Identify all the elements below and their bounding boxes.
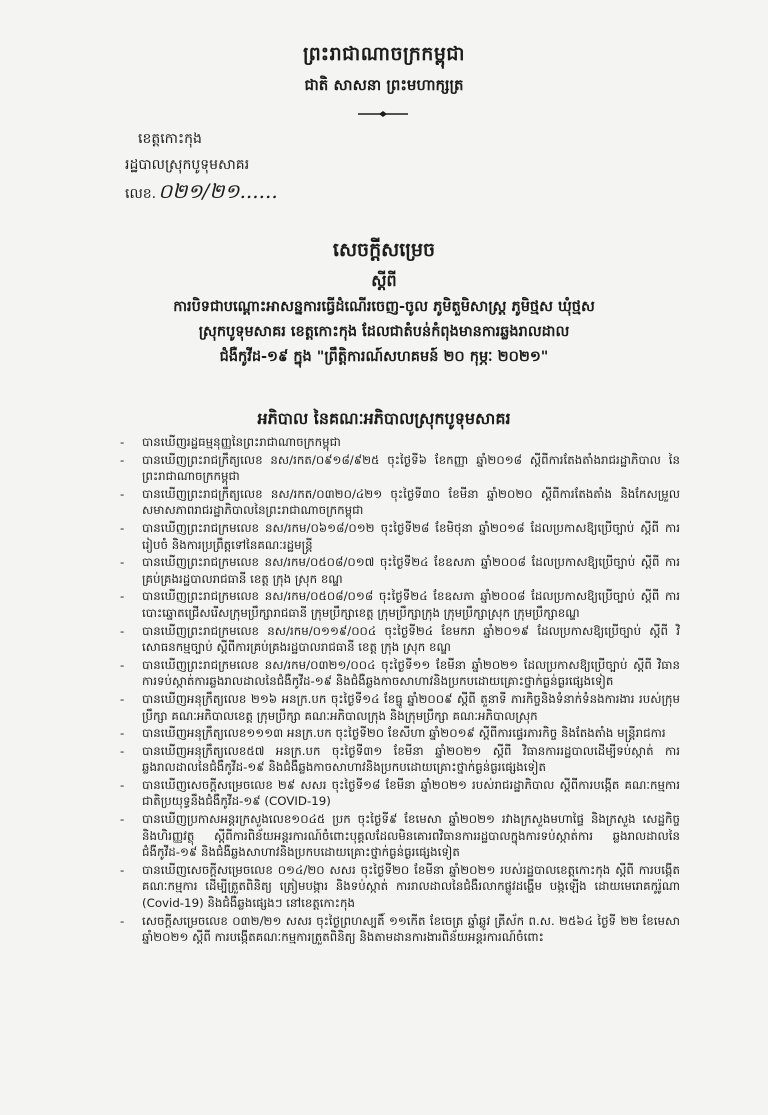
list-item-text: បានឃើញសេចក្តីសម្រេចលេខ ២៩ សសរ ចុះថ្ងៃទី១៨ ខែមីនា ឆ្នាំ២០២១ របស់រាជរដ្ឋាភិបាល ស្តីពីការបង្កើត គណៈកម្មការជាតិប្រយុទ្ធនឹងជំងឺកូវីដ-១៩ (COVID-19) [142, 777, 680, 809]
decision-title-block [0, 238, 768, 373]
subject-line-2: ស្រុកបូទុមសាគរ ខេត្តកោះកុង ដែលជាតំបន់កំពុងមានការឆ្លងរាលដាល [198, 324, 570, 340]
divider-ornament [358, 110, 408, 118]
list-item: - បានឃើញអនុក្រឹត្យលេខ៥៧ អនក្រ.បក ចុះថ្ងៃទី៣១ ខែមីនា ឆ្នាំ២០២១ ស្តីពី វិធានការរដ្ឋបាលដើម្បីទប់ស្កាត់ ការឆ្លងរាលដាលនៃជំងឺកូវីដ-១៩ និងជំងឺឆ្លងកាចសាហាវនិងប្រកបដោយគ្រោះថ្នាក់ធ្ងន់ធ្ងរផ្សេងទៀត [120, 743, 680, 775]
list-item: - បានឃើញព្រះរាជក្រមលេខ នស/រកម/០៦១៨/០១២ ចុះថ្ងៃទី២៨ ខែមិថុនា ឆ្នាំ២០១៨ ដែលប្រកាសឱ្យប្រើច្បាប់ ស្តីពី ការរៀបចំ និងការប្រព្រឹត្តទៅនៃគណៈរដ្ឋមន្ត្រី [120, 520, 680, 552]
list-item-text: បានឃើញព្រះរាជក្រឹត្យលេខ នស/រកត/០៩១៨/៩២៥ ចុះថ្ងៃទី៦ ខែកញ្ញា ឆ្នាំ២០១៨ ស្តីពីការតែងតាំងរាជរដ្ឋាភិបាល នៃព្រះរាជាណាចក្រកម្ពុជា [142, 452, 680, 484]
list-item-text: បានឃើញព្រះរាជក្រមលេខ នស/រកម/០៣២១/០០៤ ចុះថ្ងៃទី១១ ខែមីនា ឆ្នាំ២០២១ ដែលប្រកាសឱ្យប្រើច្បាប់ ស្តីពី វិធានការទប់ស្កាត់ការឆ្លងរាលដាលនៃជំងឺកូវីដ-១៩ និងជំងឺឆ្លងកាចសាហាវនិងប្រកបដោយគ្រោះថ្នាក់ធ្ងន់ធ្ងរផ្សេងទៀត [142, 657, 680, 689]
administration-name: រដ្ឋបាលស្រុកបូទុមសាគរ [125, 157, 250, 173]
issuing-authority: អភិបាល នៃគណៈអភិបាលស្រុកបូទុមសាគរ [257, 409, 511, 428]
list-item-text: បានឃើញព្រះរាជក្រឹត្យលេខ នស/រកត/០៣២០/៤២១ ចុះថ្ងៃទី៣០ ខែមីនា ឆ្នាំ២០២០ ស្តីពីការតែងតាំង និងកែសម្រួល សមាសភាពរាជរដ្ឋាភិបាលនៃព្រះរាជាណាចក្រកម្ពុជា [142, 486, 680, 518]
reference-prefix: លេខ. [125, 186, 157, 202]
list-item: - បានឃើញសេចក្តីសម្រេចលេខ ២៩ សសរ ចុះថ្ងៃទី១៨ ខែមីនា ឆ្នាំ២០២១ របស់រាជរដ្ឋាភិបាល ស្តីពីការបង្កើត គណៈកម្មការជាតិប្រយុទ្ធនឹងជំងឺកូវីដ-១៩ (COVID-19) [120, 777, 680, 809]
list-item-text: បានឃើញព្រះរាជក្រមលេខ នស/រកម/០១១៩/០០៤ ចុះថ្ងៃទី២៤ ខែមករា ឆ្នាំ២០១៩ ដែលប្រកាសឱ្យប្រើច្បាប់ ស្តីពី វិសោធនកម្មច្បាប់ ស្តីពីការគ្រប់គ្រងរដ្ឋបាលរាជធានី ខេត្ត ក្រុង ស្រុក ខណ្ឌ [142, 623, 680, 655]
list-item: - បានឃើញព្រះរាជក្រមលេខ នស/រកម/០៥០៨/០១៨ ចុះថ្ងៃទី២៤ ខែឧសភា ឆ្នាំ២០០៨ ដែលប្រកាសឱ្យប្រើច្បាប់ ស្តីពី ការបោះឆ្នោតជ្រើសរើសក្រុមប្រឹក្សារាជធានី ក្រុមប្រឹក្សាខេត្ត ក្រុមប្រឹក្សាក្រុង ក្រុមប្រឹក្សាស្រុក ក្រុមប្រឹក្សាខណ្ឌ [120, 589, 680, 620]
list-item: - បានឃើញព្រះរាជក្រមលេខ នស/រកម/០៣២១/០០៤ ចុះថ្ងៃទី១១ ខែមីនា ឆ្នាំ២០២១ ដែលប្រកាសឱ្យប្រើច្បាប់ ស្តីពី វិធានការទប់ស្កាត់ការឆ្លងរាលដាលនៃជំងឺកូវីដ-១៩ និងជំងឺឆ្លងកាចសាហាវនិងប្រកបដោយគ្រោះថ្នាក់ធ្ងន់ធ្ងរផ្សេងទៀត [120, 657, 680, 689]
list-item-text: បានឃើញអនុក្រឹត្យលេខ៥៧ អនក្រ.បក ចុះថ្ងៃទី៣១ ខែមីនា ឆ្នាំ២០២១ ស្តីពី វិធានការរដ្ឋបាលដើម្បីទប់ស្កាត់ ការឆ្លងរាលដាលនៃជំងឺកូវីដ-១៩ និងជំងឺឆ្លងកាចសាហាវនិងប្រកបដោយគ្រោះថ្នាក់ធ្ងន់ធ្ងរផ្សេងទៀត [142, 743, 680, 775]
list-item-text: បានឃើញអនុក្រឹត្យលេខ១១១៣ អនក្រ.បក ចុះថ្ងៃទី២០ ខែសីហា ឆ្នាំ២០១៩ ស្តីពីការផ្ទេរភារកិច្ច និងតែងតាំង មន្ត្រីរាជការ [142, 726, 666, 741]
list-item-text: សេចក្តីសម្រេចលេខ ០៣២/២១ សសរ ចុះថ្ងៃព្រហស្បតិ៍ ១១កើត ខែចេត្រ ឆ្នាំឆ្លូវ ត្រីស័ក ព.ស. ២៥៦៤ ថ្ងៃទី ២២ ខែមេសា ឆ្នាំ២០២១ ស្តីពី ការបង្កើតគណៈកម្មការត្រួតពិនិត្យ និងតាមដានការងារពិន័យអន្តរការណ៍ចំពោះ [142, 913, 680, 945]
list-item: - បានឃើញសេចក្តីសម្រេចលេខ ០១៤/២០ សសរ ចុះថ្ងៃទី២០ ខែមីនា ឆ្នាំ២០២១ របស់រដ្ឋបាលខេត្តកោះកុង ស្តីពី ការបង្កើតគណៈកម្មការ ដើម្បីត្រួតពិនិត្យ ត្រៀមបង្ការ និងទប់ស្កាត់ ការរាលដាលនៃជំងឺរលាកផ្លូវដង្ហើម បង្កឡើង ដោយមេរោគកូរ៉ូណា (Covid-19) និងជំងឺឆ្លងផ្សេងៗ នៅខេត្តកោះកុង [120, 862, 680, 911]
decision-heading: សេចក្តីសម្រេច [332, 239, 436, 261]
about-heading: ស្តីពី [371, 271, 397, 290]
list-item-text: បានឃើញរដ្ឋធម្មនុញ្ញនៃព្រះរាជាណាចក្រកម្ពុជា [142, 435, 341, 449]
list-item: - បានឃើញព្រះរាជក្រឹត្យលេខ នស/រកត/០៩១៨/៩២៥ ចុះថ្ងៃទី៦ ខែកញ្ញា ឆ្នាំ២០១៨ ស្តីពីការតែងតាំងរាជរដ្ឋាភិបាល នៃព្រះរាជាណាចក្រកម្ពុជា [120, 452, 680, 484]
list-item-text: បានឃើញអនុក្រឹត្យលេខ ២១៦ អនក្រ.បក ចុះថ្ងៃទី១៤ ខែធ្នូ ឆ្នាំ២០០៩ ស្តីពី តួនាទី ភារកិច្ចនិងទំនាក់ទំនងការងារ របស់ក្រុមប្រឹក្សា គណៈអភិបាលខេត្ត ក្រុមប្រឹក្សា គណៈអភិបាលក្រុង និងក្រុមប្រឹក្សា គណៈអភិបាលស្រុក [142, 691, 680, 723]
list-item-text: បានឃើញសេចក្តីសម្រេចលេខ ០១៤/២០ សសរ ចុះថ្ងៃទី២០ ខែមីនា ឆ្នាំ២០២១ របស់រដ្ឋបាលខេត្តកោះកុង ស្តីពី ការបង្កើតគណៈកម្មការ ដើម្បីត្រួតពិនិត្យ ត្រៀមបង្ការ និងទប់ស្កាត់ ការរាលដាលនៃជំងឺរលាកផ្លូវដង្ហើម បង្កឡើង ដោយមេរោគកូរ៉ូណា (Covid-19) និងជំងឺឆ្លងផ្សេងៗ នៅខេត្តកោះកុង [142, 862, 680, 911]
list-item-text: បានឃើញប្រកាសអន្តរក្រសួងលេខ១០៤៥ ប្រក ចុះថ្ងៃទី៩ ខែមេសា ឆ្នាំ២០២១ រវាងក្រសួងមហាផ្ទៃ និងក្រសួង សេដ្ឋកិច្ច និងហិរញ្ញវត្ថុ ស្តីពីការពិន័យអន្តរការណ៍ចំពោះបុគ្គលដែលមិនគោរពវិធានការរដ្ឋបាលក្នុងការទប់ស្កាត់ការ ឆ្លងរាលដាលនៃជំងឺកូវីដ-១៩ និងជំងឺឆ្លងសាហាវនិងប្រកបដោយគ្រោះថ្នាក់ធ្ងន់ធ្ងរផ្សេងទៀត [142, 812, 680, 860]
national-motto: ជាតិ សាសនា ព្រះមហាក្សត្រ [304, 76, 464, 94]
subject-line-3: ជំងឺកូវីដ-១៩ ក្នុង "ព្រឹត្តិការណ៍សហគមន៍ ២០ កុម្ភៈ ២០២១" [219, 349, 549, 365]
list-item-text: បានឃើញព្រះរាជក្រមលេខ នស/រកម/០៥០៨/០១៧ ចុះថ្ងៃទី២៤ ខែឧសភា ឆ្នាំ២០០៨ ដែលប្រកាសឱ្យប្រើច្បាប់ ស្តីពី ការគ្រប់គ្រងរដ្ឋបាលរាជធានី ខេត្ត ក្រុង ស្រុក ខណ្ឌ [142, 555, 680, 586]
list-item: - បានឃើញព្រះរាជក្រឹត្យលេខ នស/រកត/០៣២០/៤២១ ចុះថ្ងៃទី៣០ ខែមីនា ឆ្នាំ២០២០ ស្តីពីការតែងតាំង និងកែសម្រួល សមាសភាពរាជរដ្ឋាភិបាលនៃព្រះរាជាណាចក្រកម្ពុជា [120, 486, 680, 518]
list-item: - បានឃើញរដ្ឋធម្មនុញ្ញនៃព្រះរាជាណាចក្រកម្ពុជា [120, 435, 341, 449]
reference-handwritten: ០២១/២១...... [158, 179, 278, 203]
list-item: - បានឃើញប្រកាសអន្តរក្រសួងលេខ១០៤៥ ប្រក ចុះថ្ងៃទី៩ ខែមេសា ឆ្នាំ២០២១ រវាងក្រសួងមហាផ្ទៃ និងក្រសួង សេដ្ឋកិច្ច និងហិរញ្ញវត្ថុ ស្តីពីការពិន័យអន្តរការណ៍ចំពោះបុគ្គលដែលមិនគោរពវិធានការរដ្ឋបាលក្នុងការទប់ស្កាត់ការ ឆ្លងរាលដាលនៃជំងឺកូវីដ-១៩ និងជំងឺឆ្លងសាហាវនិងប្រកបដោយគ្រោះថ្នាក់ធ្ងន់ធ្ងរផ្សេងទៀត [120, 812, 680, 860]
subject-line-1: ការបិទជាបណ្តោះអាសន្នការធ្វើដំណើរចេញ-ចូល ភូមិតួមិសាស្រ្ត ភូមិថ្មស ឃុំថ្មស [173, 299, 595, 315]
reference-number [125, 178, 278, 207]
list-item: - បានឃើញព្រះរាជក្រមលេខ នស/រកម/០៥០៨/០១៧ ចុះថ្ងៃទី២៤ ខែឧសភា ឆ្នាំ២០០៨ ដែលប្រកាសឱ្យប្រើច្បាប់ ស្តីពី ការគ្រប់គ្រងរដ្ឋបាលរាជធានី ខេត្ត ក្រុង ស្រុក ខណ្ឌ [120, 555, 680, 586]
legal-basis-list [120, 434, 680, 947]
kingdom-header: ព្រះរាជាណាចក្រកម្ពុជា [303, 43, 465, 65]
list-item: - បានឃើញអនុក្រឹត្យលេខ ២១៦ អនក្រ.បក ចុះថ្ងៃទី១៤ ខែធ្នូ ឆ្នាំ២០០៩ ស្តីពី តួនាទី ភារកិច្ចនិងទំនាក់ទំនងការងារ របស់ក្រុមប្រឹក្សា គណៈអភិបាលខេត្ត ក្រុមប្រឹក្សា គណៈអភិបាលក្រុង និងក្រុមប្រឹក្សា គណៈអភិបាលស្រុក [120, 691, 680, 723]
list-item-text: បានឃើញព្រះរាជក្រមលេខ នស/រកម/០៦១៨/០១២ ចុះថ្ងៃទី២៨ ខែមិថុនា ឆ្នាំ២០១៨ ដែលប្រកាសឱ្យប្រើច្បាប់ ស្តីពី ការរៀបចំ និងការប្រព្រឹត្តទៅនៃគណៈរដ្ឋមន្ត្រី [142, 520, 680, 552]
list-item: - សេចក្តីសម្រេចលេខ ០៣២/២១ សសរ ចុះថ្ងៃព្រហស្បតិ៍ ១១កើត ខែចេត្រ ឆ្នាំឆ្លូវ ត្រីស័ក ព.ស. ២៥៦៤ ថ្ងៃទី ២២ ខែមេសា ឆ្នាំ២០២១ ស្តីពី ការបង្កើតគណៈកម្មការត្រួតពិនិត្យ និងតាមដានការងារពិន័យអន្តរការណ៍ចំពោះ [120, 913, 680, 945]
list-item: - បានឃើញអនុក្រឹត្យលេខ១១១៣ អនក្រ.បក ចុះថ្ងៃទី២០ ខែសីហា ឆ្នាំ២០១៩ ស្តីពីការផ្ទេរភារកិច្ច និងតែងតាំង មន្ត្រីរាជការ [120, 726, 666, 741]
issuing-office [125, 126, 278, 207]
province-name: ខេត្តកោះកុង [138, 131, 202, 147]
list-item-text: បានឃើញព្រះរាជក្រមលេខ នស/រកម/០៥០៨/០១៨ ចុះថ្ងៃទី២៤ ខែឧសភា ឆ្នាំ២០០៨ ដែលប្រកាសឱ្យប្រើច្បាប់ ស្តីពី ការបោះឆ្នោតជ្រើសរើសក្រុមប្រឹក្សារាជធានី ក្រុមប្រឹក្សាខេត្ត ក្រុមប្រឹក្សាក្រុង ក្រុមប្រឹក្សាស្រុក ក្រុមប្រឹក្សាខណ្ឌ [142, 589, 680, 620]
list-item: - បានឃើញព្រះរាជក្រមលេខ នស/រកម/០១១៩/០០៤ ចុះថ្ងៃទី២៤ ខែមករា ឆ្នាំ២០១៩ ដែលប្រកាសឱ្យប្រើច្បាប់ ស្តីពី វិសោធនកម្មច្បាប់ ស្តីពីការគ្រប់គ្រងរដ្ឋបាលរាជធានី ខេត្ត ក្រុង ស្រុក ខណ្ឌ [120, 623, 680, 655]
